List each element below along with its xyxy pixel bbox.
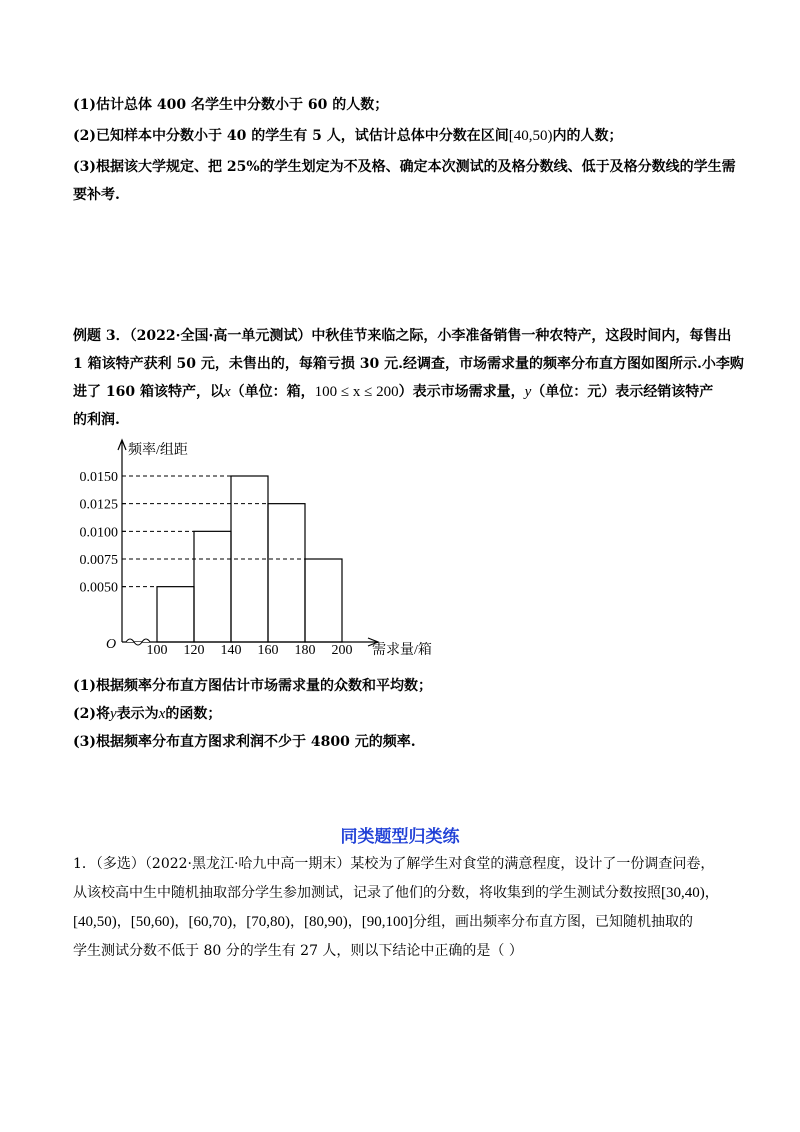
x-tick-label: 140 bbox=[220, 643, 242, 658]
example-3-text-d: （单位：元）表示经销该特产 bbox=[531, 384, 714, 400]
question-2-text: (2)已知样本中分数小于 40 的学生有 5 人，试估计总体中分数在区间 bbox=[73, 128, 509, 144]
histogram-bar bbox=[305, 559, 342, 642]
origin-label: O bbox=[106, 637, 117, 652]
exercise-1-line-2 bbox=[73, 883, 719, 903]
question-2-tail: 内的人数； bbox=[552, 128, 623, 144]
x-tick-label: 120 bbox=[183, 643, 205, 658]
example-3-line-4: 的利润. bbox=[73, 412, 120, 428]
q2-text-b: 表示为 bbox=[116, 706, 159, 722]
exercise-1-text: 从该校高中生中随机抽取部分学生参加测试，记录了他们的分数，将收集到的学生测试分数按照 bbox=[73, 885, 661, 901]
separator: ， bbox=[174, 914, 189, 930]
example-3-q1: (1)根据频率分布直方图估计市场需求量的众数和平均数； bbox=[73, 678, 432, 694]
exercise-1-line-4: 学生测试分数不低于 80 分的学生有 27 人，则以下结论中正确的是（ ） bbox=[73, 943, 523, 959]
interval-80-90: [80,90) bbox=[304, 914, 348, 930]
interval-40-50: [40,50) bbox=[73, 914, 117, 930]
q2-text-a: (2)将 bbox=[73, 706, 110, 722]
question-3-line-2: 要补考. bbox=[73, 187, 120, 203]
range-expression: 100 ≤ x ≤ 200 bbox=[314, 384, 399, 400]
exercise-1-text-b: 分组，画出频率分布直方图，已知随机抽取的 bbox=[413, 914, 693, 930]
x-tick-label: 200 bbox=[331, 643, 353, 658]
var-y: y bbox=[524, 384, 532, 400]
x-tick-label: 180 bbox=[294, 643, 316, 658]
y-axis-label: 频率/组距 bbox=[128, 443, 188, 458]
y-tick-label: 0.0050 bbox=[79, 580, 118, 596]
interval-60-70: [60,70) bbox=[188, 914, 233, 930]
separator: ， bbox=[116, 914, 131, 930]
example-3-q2 bbox=[73, 704, 221, 724]
y-tick-label: 0.0100 bbox=[79, 525, 118, 541]
y-tick-label: 0.0150 bbox=[79, 470, 118, 485]
example-3-text-b: （单位：箱， bbox=[230, 384, 315, 400]
exercise-1-line-3 bbox=[73, 912, 693, 932]
interval-90-100: [90,100] bbox=[361, 914, 413, 930]
separator: ， bbox=[290, 914, 304, 930]
separator: ， bbox=[232, 914, 247, 930]
question-2 bbox=[73, 126, 622, 146]
question-1: (1)估计总体 400 名学生中分数小于 60 的人数； bbox=[73, 97, 389, 113]
interval-40-50: [40,50) bbox=[508, 128, 553, 144]
interval-70-80: [70,80) bbox=[246, 914, 290, 930]
x-axis-label: 需求量/箱 bbox=[372, 643, 432, 658]
y-tick-label: 0.0075 bbox=[79, 553, 118, 568]
interval-30-40: [30,40) bbox=[661, 885, 705, 901]
separator: ， bbox=[704, 885, 719, 901]
histogram-bar bbox=[268, 504, 305, 642]
x-tick-label: 100 bbox=[146, 643, 168, 658]
example-3-line-1: 例题 3．（2022·全国·高一单元测试）中秋佳节来临之际，小李准备销售一种农特产，这段时间内，每售出 bbox=[73, 328, 732, 344]
example-3-text-c: ）表示市场需求量， bbox=[398, 384, 525, 400]
y-tick-label: 0.0125 bbox=[79, 497, 118, 513]
histogram-bar bbox=[157, 587, 194, 642]
example-3-q3: (3)根据频率分布直方图求利润不少于 4800 元的频率. bbox=[73, 734, 416, 750]
interval-50-60: [50,60) bbox=[130, 914, 175, 930]
example-3-text-a: 进了 160 箱该特产，以 bbox=[73, 384, 224, 400]
histogram-bar bbox=[194, 531, 231, 642]
separator: ， bbox=[347, 914, 362, 930]
x-tick-label: 160 bbox=[257, 643, 279, 658]
q2-var-y: y bbox=[110, 706, 117, 722]
example-3-line-3 bbox=[73, 382, 713, 402]
var-x: x bbox=[223, 384, 231, 400]
example-3-line-2: 1 箱该特产获利 50 元，未售出的，每箱亏损 30 元.经调查，市场需求量的频率分布直方图如图所示.小李购 bbox=[73, 356, 744, 372]
section-title: 同类题型归类练 bbox=[340, 827, 460, 847]
q2-var-x: x bbox=[158, 706, 166, 722]
exercise-1-line-1: 1．（多选）（2022·黑龙江·哈九中高一期末）某校为了解学生对食堂的满意程度，设计了一份调查问卷， bbox=[73, 856, 715, 872]
question-3-line-1: (3)根据该大学规定、把 25%的学生划定为不及格、确定本次测试的及格分数线、低于及格分数线的学生需 bbox=[73, 159, 736, 175]
histogram-chart bbox=[60, 430, 460, 670]
q2-text-c: 的函数； bbox=[165, 706, 222, 722]
